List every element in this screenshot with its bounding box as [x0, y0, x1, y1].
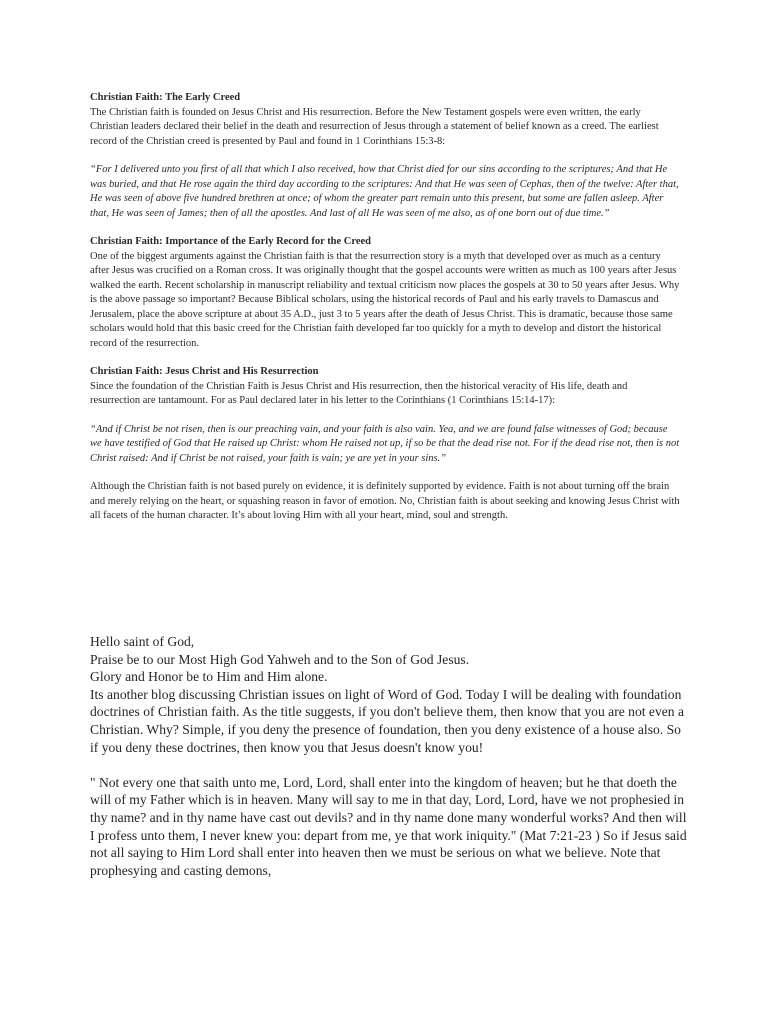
article-section [90, 91, 680, 524]
quote-corinthians-15-3-8: “For I delivered unto you first of all that which I also received, how that Christ died for our sins according to the scriptures; And that He was buried, and that He rose again the third day according to the scriptures: And that He was seen of Cephas, then of the twelve: After that, He was seen of above five hundred brethren at once; of whom the greater part remain unto this present, but some are fallen asleep. After that, He was seen of James; then of all the apostles. And last of all He was seen of me also, as of one born out of due time.” [90, 164, 679, 219]
blog-glory: Glory and Honor be to Him and Him alone. [90, 669, 328, 685]
paragraph-importance: One of the biggest arguments against the Christian faith is that the resurrection story is a myth that developed over as much as a century after Jesus was crucified on a Roman cross. It was originally thought that the gospel accounts were written as much as 100 years after Jesus walked the earth. Recent scholarship in manuscript reliability and textual criticism now places the gospels at 30 to 50 years after Jesus. Why is the above passage so important? Because Biblical scholars, using the historical records of Paul and his early travels to Damascus and Jerusalem, place the above scripture at about 35 A.D., just 3 to 5 years after the death of Jesus Christ. This is dramatic, because those same scholars would hold that this basic creed for the Christian faith developed far too quickly for a myth to develop and distort the historical record of the resurrection. [90, 250, 680, 349]
section-heading-early-creed: Christian Faith: The Early Creed [90, 92, 241, 103]
blog-quote-paragraph: " Not every one that saith unto me, Lord, Lord, shall enter into the kingdom of heaven; but he that doeth the will of my Father which is in heaven. Many will say to me in that day, Lord, Lord, have we not prophesied in thy name? and in thy name have cast out devils? and in thy name done many wonderful works? And then will I profess unto them, I never knew you: depart from me, ye that work iniquity." (Mat 7:21-23 ) So if Jesus said not all saying to Him Lord shall enter into heaven then we must be serious on what we believe. Note that prophesying and casting demons, [90, 774, 687, 878]
blog-praise: Praise be to our Most High God Yahweh and to the Son of God Jesus. [90, 651, 470, 667]
section-heading-resurrection: Christian Faith: Jesus Christ and His Resurrection [90, 366, 319, 377]
blog-intro: Its another blog discussing Christian issues on light of Word of God. Today I will be dealing with foundation doctrines of Christian faith. As the title suggests, if you don't believe them, then know that you are not even a Christian. Why? Simple, if you deny the presence of foundation, then you deny existence of a house also. So if you deny these doctrines, then know you that Jesus doesn't know you! [90, 686, 685, 755]
paragraph-closing: Although the Christian faith is not based purely on evidence, it is definitely supported by evidence. Faith is not about turning off the brain and merely relying on the heart, or squashing reason in favor of emotion. No, Christian faith is about seeking and knowing Jesus Christ with all facets of the human character. It’s about loving Him with all your heart, mind, soul and strength. [90, 481, 680, 521]
paragraph-early-creed: The Christian faith is founded on Jesus Christ and His resurrection. Before the New Testament gospels were even written, the early Christian leaders declared their belief in the death and resurrection of Jesus through a statement of belief known as a creed. The earliest record of the Christian creed is presented by Paul and found in 1 Corinthians 15:3-8: [90, 106, 659, 147]
section-heading-importance: Christian Faith: Importance of the Early Record for the Creed [90, 236, 372, 247]
paragraph-resurrection: Since the foundation of the Christian Faith is Jesus Christ and His resurrection, then the historical veracity of His life, death and resurrection are tantamount. For as Paul declared later in his letter to the Corinthians (1 Corinthians 15:14-17): [90, 380, 628, 406]
blog-greeting: Hello saint of God, [90, 634, 195, 649]
quote-corinthians-15-14-17: “And if Christ be not risen, then is our preaching vain, and your faith is also vain. Yea, and we are found false witnesses of God; because we have testified of God that He raised up Christ: whom He raised not up, if so be that the dead rise not. For if the dead rise not, then is not Christ raised: And if Christ be not raised, your faith is vain; ye are yet in your sins.” [90, 423, 680, 464]
blog-section [90, 633, 690, 879]
